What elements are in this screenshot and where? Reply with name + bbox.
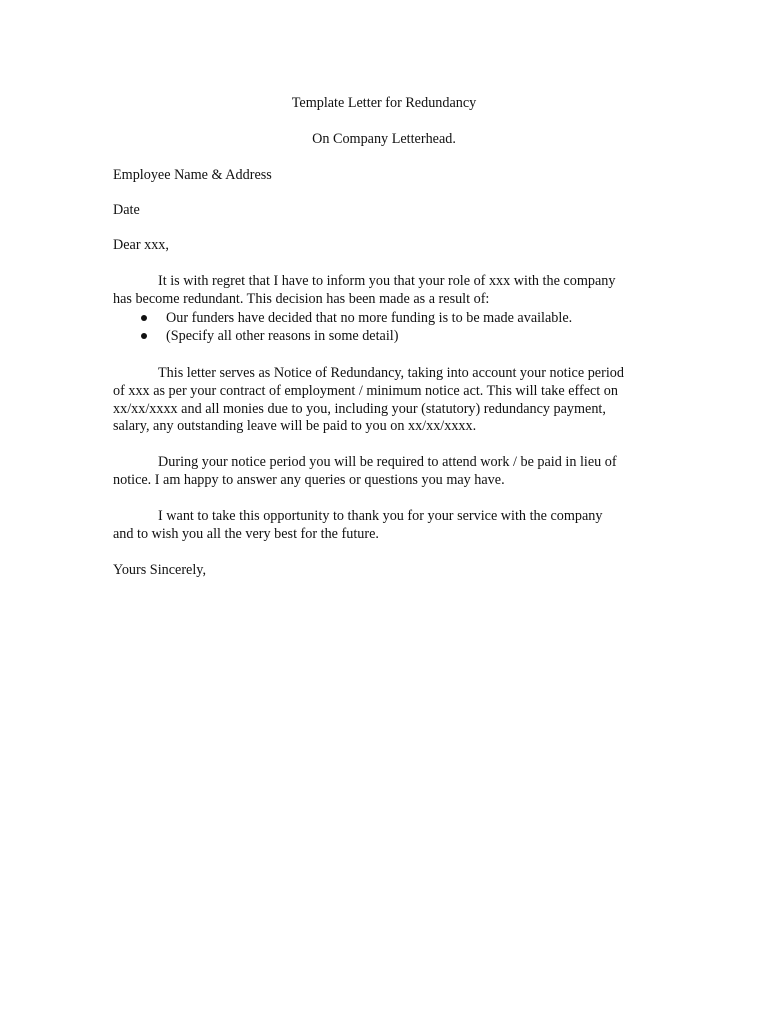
salutation: Dear xxx, (113, 237, 169, 253)
paragraph-2-line-4: salary, any outstanding leave will be paid to you on xx/xx/xxxx. (113, 418, 477, 434)
paragraph-3-line-2: notice. I am happy to answer any queries or questions you may have. (113, 472, 505, 488)
letter-subtitle: On Company Letterhead. (312, 131, 456, 147)
paragraph-4-line-2: and to wish you all the very best for the future. (113, 526, 379, 542)
paragraph-2-line-2: of xxx as per your contract of employment / minimum notice act. This will take effect on (113, 383, 618, 399)
paragraph-1-line-2: has become redundant. This decision has been made as a result of: (113, 291, 490, 307)
paragraph-4-line-1: I want to take this opportunity to thank you for your service with the company (158, 508, 603, 524)
bullet-item: (Specify all other reasons in some detail) (166, 328, 399, 344)
paragraph-3-line-1: During your notice period you will be required to attend work / be paid in lieu of (158, 454, 617, 470)
bullet-item: Our funders have decided that no more funding is to be made available. (166, 310, 573, 326)
paragraph-2-line-1: This letter serves as Notice of Redundancy, taking into account your notice period (158, 365, 624, 381)
bullet-icon (141, 333, 147, 339)
closing: Yours Sincerely, (113, 562, 207, 578)
letter-title: Template Letter for Redundancy (291, 95, 477, 111)
date-line: Date (113, 202, 140, 218)
recipient-line: Employee Name & Address (113, 167, 272, 183)
paragraph-1-line-1: It is with regret that I have to inform you that your role of xxx with the company (158, 273, 616, 289)
paragraph-2-line-3: xx/xx/xxxx and all monies due to you, including your (statutory) redundancy payment, (113, 401, 606, 417)
bullet-icon (141, 315, 147, 321)
